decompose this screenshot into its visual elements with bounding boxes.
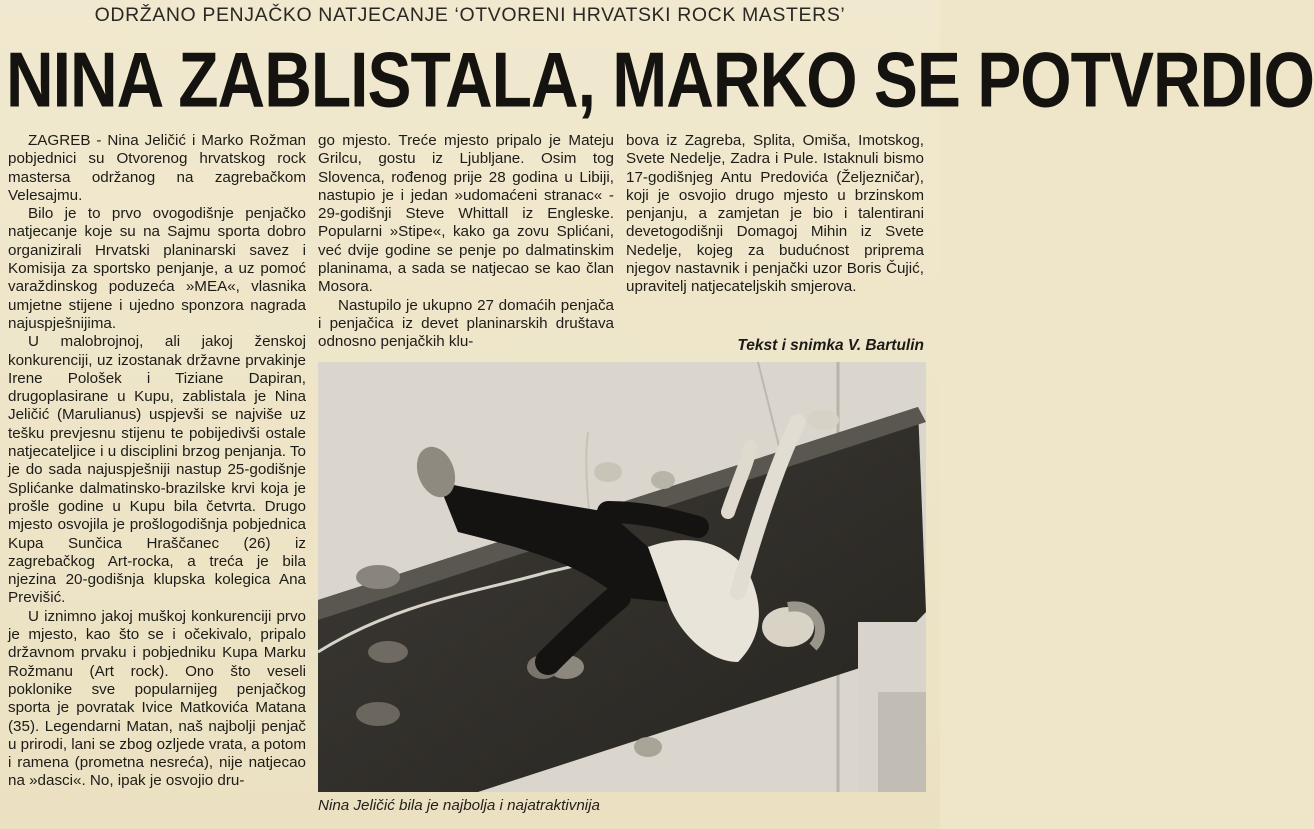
article-headline: NINA ZABLISTALA, MARKO SE POTVRDIO (6, 35, 1314, 124)
article-byline: Tekst i snimka V. Bartulin (737, 337, 924, 354)
article-column-2 (318, 132, 614, 352)
column2-paragraph-1: go mjesto. Treće mjesto pripalo je Mateju Grilcu, gostu iz Ljubljane. Osim tog Slovenca, rođenog prije 28 godina u Libiji, nastupio je i jedan »udomaćeni stranac« - 29-godišnji Steve Whittall iz Engleske. Popularni »Stipe«, kako ga zovu Splićani, već dvije godine se penje po dalmatinskim planinama, a sada se natjecao se kao član Mosora. (318, 132, 614, 296)
climber-photo (318, 362, 926, 792)
climber-photo-illustration (318, 362, 926, 792)
photo-caption: Nina Jeličić bila je najbolja i najatraktivnija (318, 797, 600, 814)
column2-paragraph-2: Nastupilo je ukupno 27 domaćih penjača i penjačica iz devet planinarskih društava odnosno penjačkih klu- (318, 296, 614, 351)
column1-paragraph-2: Bilo je to prvo ovogodišnje penjačko natjecanje koje su na Sajmu sporta dobro organizirali Hrvatski planinarski savez i Komisija za sportsko penjanje, a uz pomoć varaždinskog poduzeća »MEA«, vlasnika umjetne stijene i ujedno sponzora nagrada najuspješnijima. (8, 205, 306, 332)
article-kicker: ODRŽANO PENJAČKO NATJECANJE ‘OTVORENI HRVATSKI ROCK MASTERS’ (94, 4, 846, 26)
article-column-1 (8, 132, 306, 791)
column1-paragraph-4: U iznimno jakoj muškoj konkurenciji prvo je mjesto, kao što se i očekivalo, pripalo državnom prvaku i pobjedniku Kupa Marku Rožmanu (Art rock). Ono što veseli poklonike sve popularnijeg penjačkog sporta je povratak Ivice Matkovića Matana (35). Legendarni Matan, naš najbolji penjač u prirodi, lani se zbog ozljede vrata, a potom i ramena (prometna nesreća), nije natjecao na »dasci«. No, ipak je osvojio dru- (8, 607, 307, 790)
article-column-3 (626, 132, 924, 297)
column3-paragraph-1: bova iz Zagreba, Splita, Omiša, Imotskog, Svete Nedelje, Zadra i Pule. Istaknuli bismo 17-godišnjeg Antu Predovića (Željezničar), koji je osvojio drugo mjesto u brzinskom penjanju, a zamjetan je bio i talentirani devetogodišnji Domagoj Mihin iz Svete Nedelje, kojeg za budućnost priprema njegov nastavnik i penjački uzor Boris Čujić, upravitelj natjecateljskih smjerova. (626, 132, 924, 296)
column1-paragraph-3: U malobrojnoj, ali jakoj ženskoj konkurenciji, uz izostanak državne prvakinje Irene Pološek i Tiziane Dapiran, drugoplasirane u Kupu, zablistala je Nina Jeličić (Marulianus) uspjevši se najviše uz tešku prevjesnu stijenu te pobijedivši ostale natjecateljice i u disciplini brzog penjanja. To je do sada najuspješniji nastup 25-godišnje Splićanke dalmatinsko-brazilske krvi koja je prošle godine u Kupu bila četvrta. Drugo mjesto osvojila je prošlogodišnja pobjednica Kupa Sunčica Hraščanec (26) iz zagrebačkog Art-rocka, a treća je bila njezina 20-godišnja klupska kolegica Ana Previšić. (8, 333, 306, 607)
column1-paragraph-1: ZAGREB - Nina Jeličić i Marko Rožman pobjednici su Otvorenog hrvatskog rock mastersa održanog na zagrebačkom Velesajmu. (8, 132, 306, 204)
